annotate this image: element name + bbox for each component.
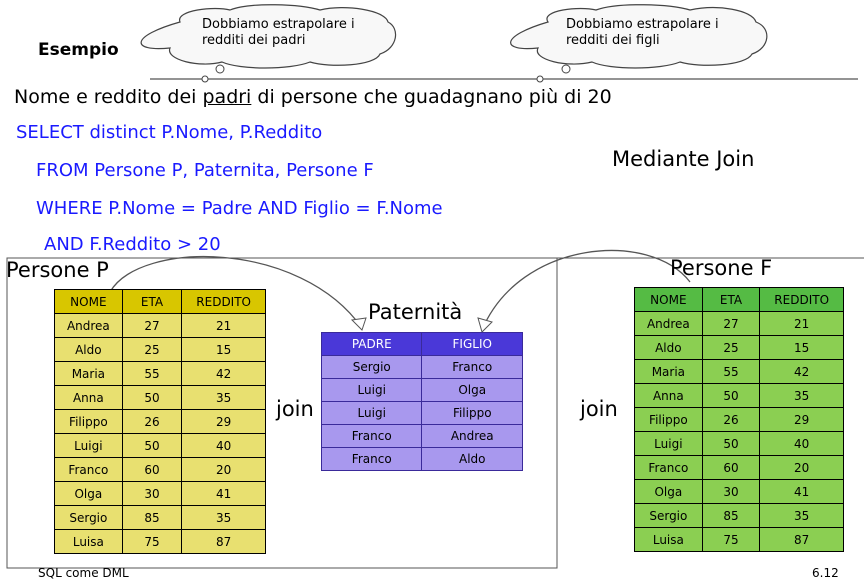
table-cell: 25: [122, 338, 182, 362]
cloud-right-text: Dobbiamo estrapolare i redditi dei figli: [566, 17, 719, 48]
footer-page-number: 6.12: [812, 566, 839, 580]
table-cell: 75: [702, 528, 760, 552]
column-header: PADRE: [322, 333, 422, 356]
table-row: [635, 360, 844, 384]
column-header: FIGLIO: [422, 333, 523, 356]
table-cell: 15: [182, 338, 266, 362]
table-cell: 27: [122, 314, 182, 338]
table-row: [635, 480, 844, 504]
table-cell: 50: [122, 434, 182, 458]
column-header: NOME: [55, 290, 123, 314]
cloud-left-text: Dobbiamo estrapolare i redditi dei padri: [202, 17, 355, 48]
join-right-label: join: [580, 397, 618, 421]
table-cell: 40: [760, 432, 844, 456]
table-cell: 85: [702, 504, 760, 528]
table-cell: 20: [760, 456, 844, 480]
cloud-left-bubble-1: [216, 65, 224, 73]
footer-left: SQL come DML: [38, 566, 129, 580]
table-cell: Franco: [635, 456, 703, 480]
table-cell: 20: [182, 458, 266, 482]
table-cell: 55: [702, 360, 760, 384]
table-row: [322, 356, 523, 379]
table-cell: 26: [702, 408, 760, 432]
table-paternita: [321, 332, 523, 471]
table-cell: 55: [122, 362, 182, 386]
table-cell: Franco: [322, 448, 422, 471]
arrow-right-head: [478, 318, 492, 332]
table-cell: Andrea: [635, 312, 703, 336]
table-row: [55, 482, 266, 506]
table-cell: Olga: [635, 480, 703, 504]
table-persone-p: [54, 289, 266, 554]
method-label: Mediante Join: [612, 147, 755, 171]
sql-line-and: AND F.Reddito > 20: [44, 234, 221, 255]
table-cell: Anna: [55, 386, 123, 410]
table-cell: 15: [760, 336, 844, 360]
table-cell: 21: [182, 314, 266, 338]
table-cell: Filippo: [635, 408, 703, 432]
table-row: [635, 432, 844, 456]
table-row: [55, 434, 266, 458]
table-row: [635, 384, 844, 408]
column-header: NOME: [635, 288, 703, 312]
persone-p-label: Persone P: [6, 258, 109, 282]
column-header: REDDITO: [760, 288, 844, 312]
table-cell: 21: [760, 312, 844, 336]
table-row: [55, 410, 266, 434]
table-row: [635, 336, 844, 360]
table-row: [635, 408, 844, 432]
table-row: [322, 448, 523, 471]
table-row: [55, 506, 266, 530]
table-cell: Luigi: [322, 379, 422, 402]
table-cell: 75: [122, 530, 182, 554]
table-cell: Sergio: [635, 504, 703, 528]
table-cell: 50: [702, 384, 760, 408]
arrow-left-head: [352, 318, 366, 330]
table-cell: 35: [760, 504, 844, 528]
table-cell: 35: [182, 506, 266, 530]
table-cell: Aldo: [635, 336, 703, 360]
table-row: [55, 386, 266, 410]
column-header: ETA: [122, 290, 182, 314]
table-cell: 60: [122, 458, 182, 482]
table-cell: 41: [182, 482, 266, 506]
table-cell: Olga: [422, 379, 523, 402]
cloud-right-bubble-2: [537, 76, 543, 82]
table-header-row: [55, 290, 266, 314]
sql-line-from: FROM Persone P, Paternita, Persone F: [36, 160, 374, 181]
paternita-label: Paternità: [368, 300, 463, 324]
table-cell: Anna: [635, 384, 703, 408]
table-cell: 87: [760, 528, 844, 552]
table-cell: Luisa: [55, 530, 123, 554]
table-cell: 42: [760, 360, 844, 384]
table-cell: 35: [760, 384, 844, 408]
table-row: [635, 504, 844, 528]
table-row: [635, 456, 844, 480]
table-cell: 30: [122, 482, 182, 506]
table-cell: 35: [182, 386, 266, 410]
table-cell: Luigi: [55, 434, 123, 458]
table-cell: 27: [702, 312, 760, 336]
table-cell: 85: [122, 506, 182, 530]
table-cell: 30: [702, 480, 760, 504]
table-row: [55, 458, 266, 482]
table-cell: Filippo: [422, 402, 523, 425]
table-cell: Sergio: [322, 356, 422, 379]
table-cell: Olga: [55, 482, 123, 506]
table-cell: 42: [182, 362, 266, 386]
join-left-label: join: [276, 397, 314, 421]
table-cell: Andrea: [422, 425, 523, 448]
sql-line-select: SELECT distinct P.Nome, P.Reddito: [16, 122, 323, 143]
table-row: [322, 402, 523, 425]
cloud-right-bubble-1: [562, 65, 570, 73]
table-cell: Franco: [55, 458, 123, 482]
table-cell: Luisa: [635, 528, 703, 552]
query-description: Nome e reddito dei padri di persone che guadagnano più di 20: [14, 86, 612, 108]
cloud-left-bubble-2: [202, 76, 208, 82]
column-header: ETA: [702, 288, 760, 312]
table-cell: Sergio: [55, 506, 123, 530]
table-cell: Luigi: [635, 432, 703, 456]
table-row: [55, 338, 266, 362]
table-cell: Franco: [322, 425, 422, 448]
slide-title: Esempio: [38, 40, 119, 60]
table-row: [55, 314, 266, 338]
table-cell: 40: [182, 434, 266, 458]
table-row: [635, 312, 844, 336]
table-cell: Filippo: [55, 410, 123, 434]
table-cell: Franco: [422, 356, 523, 379]
table-row: [55, 362, 266, 386]
table-header-row: [635, 288, 844, 312]
table-cell: Aldo: [55, 338, 123, 362]
table-cell: Maria: [55, 362, 123, 386]
table-cell: 29: [760, 408, 844, 432]
table-persone-f: [634, 287, 844, 552]
persone-f-label: Persone F: [670, 256, 773, 280]
table-row: [635, 528, 844, 552]
table-row: [322, 379, 523, 402]
table-cell: 29: [182, 410, 266, 434]
sql-line-where: WHERE P.Nome = Padre AND Figlio = F.Nome: [36, 198, 443, 219]
table-cell: Maria: [635, 360, 703, 384]
table-cell: Aldo: [422, 448, 523, 471]
table-cell: 60: [702, 456, 760, 480]
table-row: [55, 530, 266, 554]
table-cell: 25: [702, 336, 760, 360]
table-cell: 50: [122, 386, 182, 410]
column-header: REDDITO: [182, 290, 266, 314]
table-cell: 50: [702, 432, 760, 456]
table-cell: Andrea: [55, 314, 123, 338]
table-cell: 41: [760, 480, 844, 504]
table-cell: 87: [182, 530, 266, 554]
table-cell: Luigi: [322, 402, 422, 425]
padri-word: padri: [202, 86, 252, 108]
table-header-row: [322, 333, 523, 356]
table-cell: 26: [122, 410, 182, 434]
table-row: [322, 425, 523, 448]
